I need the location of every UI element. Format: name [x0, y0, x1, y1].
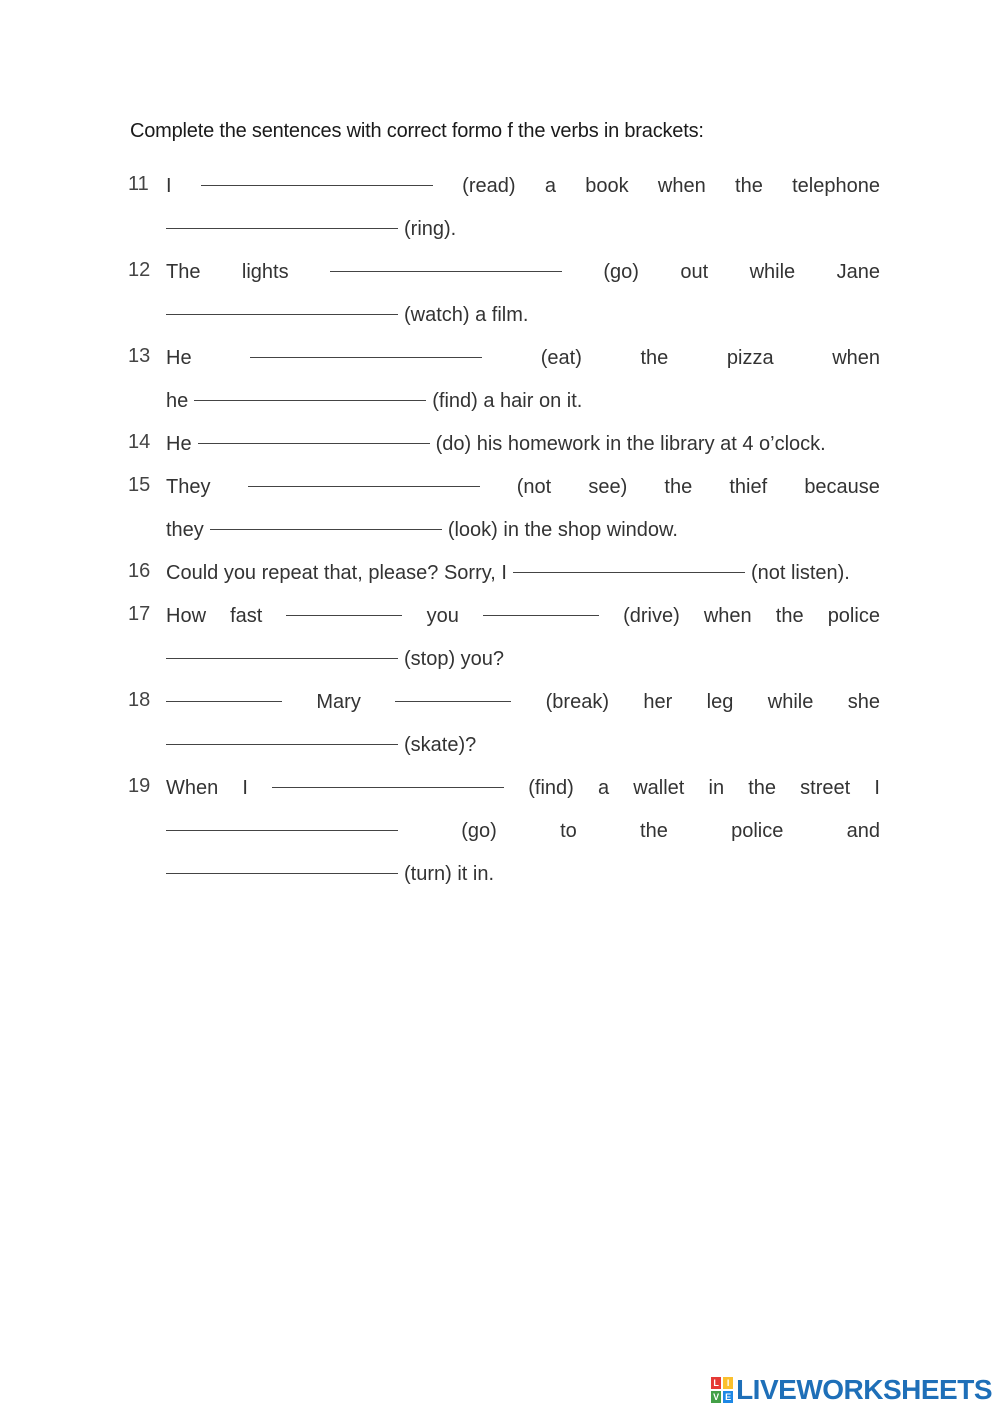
answer-blank[interactable] — [286, 587, 402, 616]
sentence-word: they — [166, 519, 204, 541]
sentence-word: (read) — [462, 175, 516, 197]
sentence-word: They — [166, 476, 211, 498]
sentence-word: When — [166, 777, 219, 799]
sentence-word: the — [664, 476, 693, 498]
sentence-word: I — [874, 777, 880, 799]
sentence-word: (break) — [545, 691, 609, 713]
sentence-word: wallet — [633, 777, 685, 799]
sentence-word: lights — [241, 261, 289, 283]
logo-square: V — [713, 1392, 720, 1402]
sentence-word: the — [640, 347, 669, 369]
sentence-line — [166, 851, 880, 894]
sentence-word: the — [748, 777, 777, 799]
sentence-word: (go) — [461, 820, 497, 842]
answer-blank[interactable] — [166, 716, 398, 745]
sentence-word: fast — [230, 605, 263, 627]
item-number: 16 — [128, 560, 151, 582]
sentence-word: (not listen). — [750, 562, 850, 584]
answer-blank[interactable] — [513, 544, 745, 573]
answer-blank[interactable] — [166, 630, 398, 659]
sentence-word: (turn) it in. — [404, 863, 495, 885]
sentence-word: Jane — [836, 261, 880, 283]
sentence-word: telephone — [792, 175, 880, 197]
liveworksheets-logo-icon — [711, 1377, 733, 1403]
answer-blank[interactable] — [210, 501, 442, 530]
sentence-word: (ring). — [404, 218, 457, 240]
sentence-word: a — [544, 175, 556, 197]
answer-blank[interactable] — [483, 587, 599, 616]
sentence-word: (stop) you? — [404, 648, 505, 670]
sentence-word: book — [585, 175, 629, 197]
exercise-item — [128, 249, 880, 335]
answer-blank[interactable] — [272, 759, 504, 788]
exercise-item — [128, 335, 880, 421]
instructions-heading: Complete the sentences with correct formo f the verbs in brackets: — [130, 120, 704, 142]
answer-blank[interactable] — [248, 458, 480, 487]
sentence-word: while — [767, 691, 814, 713]
sentence-word: The — [166, 261, 201, 283]
sentence-word: he — [166, 390, 189, 412]
sentence-word: the — [775, 605, 804, 627]
answer-blank[interactable] — [194, 372, 426, 401]
sentence-word: her — [643, 691, 673, 713]
sentence-word: because — [804, 476, 880, 498]
sentence-word: (eat) — [540, 347, 582, 369]
sentence-word: a — [597, 777, 610, 799]
sentence-word: (watch) a film. — [404, 304, 529, 326]
answer-blank[interactable] — [250, 329, 482, 358]
sentence-word: (skate)? — [404, 734, 477, 756]
item-number: 19 — [128, 775, 151, 797]
sentence-word: police — [731, 820, 784, 842]
sentence-word: (find) — [528, 777, 574, 799]
answer-blank[interactable] — [166, 845, 398, 874]
sentence-word: when — [703, 605, 752, 627]
sentence-word: I — [242, 777, 248, 799]
sentence-word: while — [749, 261, 796, 283]
sentence-word: when — [832, 347, 880, 369]
exercise-item — [128, 163, 880, 249]
answer-blank[interactable] — [166, 200, 398, 229]
item-number: 17 — [128, 603, 151, 625]
logo-text: LIVEWORKSHEETS — [736, 1374, 992, 1405]
item-number: 14 — [128, 431, 151, 453]
sentence-word: out — [680, 261, 709, 283]
sentence-word: I — [166, 175, 172, 197]
item-number: 13 — [128, 345, 151, 367]
sentence-word: He — [166, 347, 192, 369]
sentence-word: He — [166, 433, 192, 455]
answer-blank[interactable] — [201, 157, 433, 186]
sentence-word: police — [827, 605, 880, 627]
sentence-word: see) — [588, 476, 628, 498]
sentence-word: (look) in the shop window. — [447, 519, 678, 541]
sentence-word: thief — [729, 476, 768, 498]
sentence-word: when — [657, 175, 706, 197]
sentence-word: you — [426, 605, 459, 627]
sentence-word: (drive) — [623, 605, 680, 627]
sentence-word: (go) — [603, 261, 639, 283]
sentence-word: (not — [516, 476, 552, 498]
answer-blank[interactable] — [198, 415, 430, 444]
sentence-word: Could you repeat that, please? Sorry, I — [166, 562, 507, 584]
logo-square: L — [711, 1377, 721, 1389]
item-number: 12 — [128, 259, 151, 281]
sentence-word: she — [847, 691, 880, 713]
sentence-word: and — [846, 820, 880, 842]
sentence-word: street — [800, 777, 851, 799]
item-number: 15 — [128, 474, 151, 496]
answer-blank[interactable] — [166, 286, 398, 315]
sentence-word: (do) his homework in the library at 4 o’clock. — [435, 433, 826, 455]
item-number: 11 — [128, 173, 149, 195]
exercise-item — [128, 679, 880, 765]
exercise-item — [128, 765, 880, 894]
exercise-item — [128, 421, 880, 464]
logo-square: I — [723, 1377, 733, 1389]
answer-blank[interactable] — [330, 243, 562, 272]
sentence-word: (find) a hair on it. — [432, 390, 583, 412]
sentence-word: leg — [706, 691, 734, 713]
sentence-word: in — [708, 777, 725, 799]
item-number: 18 — [128, 689, 151, 711]
exercise-item — [128, 593, 880, 679]
exercise-item — [128, 464, 880, 550]
sentence-word: pizza — [726, 347, 774, 369]
answer-blank[interactable] — [395, 673, 511, 702]
liveworksheets-logo — [711, 1373, 992, 1407]
answer-blank[interactable] — [166, 802, 398, 831]
logo-square: E — [725, 1392, 732, 1402]
exercise-list — [128, 163, 880, 894]
sentence-word: Mary — [316, 691, 361, 713]
sentence-word: the — [640, 820, 668, 842]
answer-blank[interactable] — [166, 673, 282, 702]
sentence-word: to — [560, 820, 577, 842]
sentence-word: the — [735, 175, 763, 197]
sentence-word: How — [166, 605, 207, 627]
